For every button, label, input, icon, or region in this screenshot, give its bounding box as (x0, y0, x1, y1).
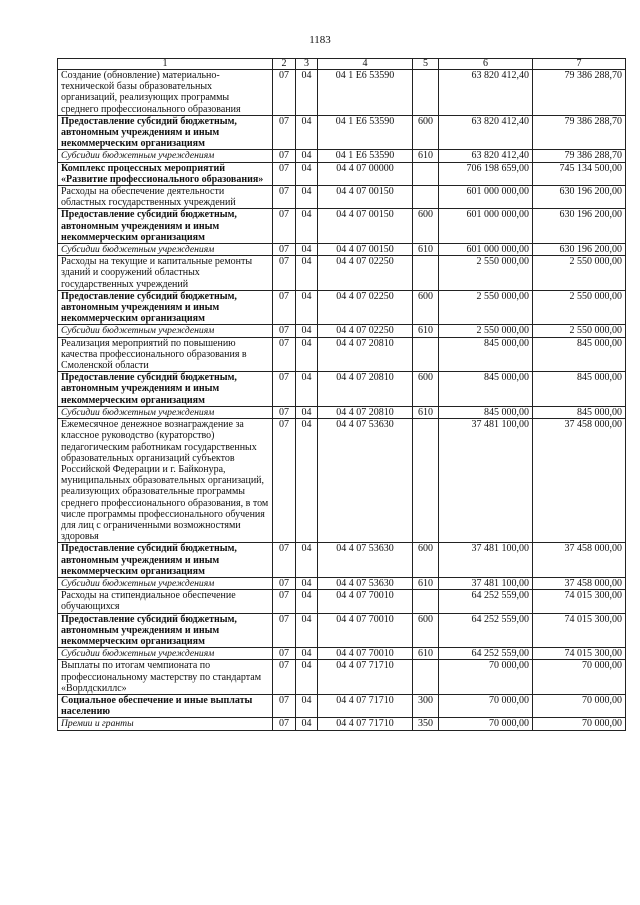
amount-year2-cell: 2 550 000,00 (533, 256, 626, 291)
table-row (58, 209, 626, 244)
table-row (58, 613, 626, 648)
table-row (58, 419, 626, 543)
amount-year2-cell: 630 196 200,00 (533, 209, 626, 244)
expense-name-cell: Субсидии бюджетным учреждениям (58, 577, 273, 589)
amount-year1-cell: 2 550 000,00 (439, 290, 533, 325)
section-code-cell: 07 (273, 590, 296, 613)
subsection-code-cell: 04 (296, 718, 318, 730)
budget-table (57, 58, 626, 731)
section-code-cell: 07 (273, 244, 296, 256)
amount-year2-cell: 2 550 000,00 (533, 325, 626, 337)
subsection-code-cell: 04 (296, 694, 318, 717)
table-row (58, 718, 626, 730)
section-code-cell: 07 (273, 186, 296, 209)
table-row (58, 590, 626, 613)
subsection-code-cell: 04 (296, 209, 318, 244)
target-article-cell: 04 4 07 02250 (318, 290, 413, 325)
section-code-cell: 07 (273, 150, 296, 162)
table-row (58, 543, 626, 578)
subsection-code-cell: 04 (296, 325, 318, 337)
target-article-cell: 04 4 07 20810 (318, 406, 413, 418)
expense-type-cell: 610 (413, 577, 439, 589)
amount-year2-cell: 74 015 300,00 (533, 613, 626, 648)
amount-year1-cell: 63 820 412,40 (439, 150, 533, 162)
amount-year2-cell: 845 000,00 (533, 337, 626, 372)
table-row (58, 115, 626, 150)
amount-year2-cell: 74 015 300,00 (533, 590, 626, 613)
subsection-code-cell: 04 (296, 290, 318, 325)
target-article-cell: 04 4 07 70010 (318, 590, 413, 613)
amount-year2-cell: 845 000,00 (533, 406, 626, 418)
subsection-code-cell: 04 (296, 406, 318, 418)
expense-name-cell: Расходы на стипендиальное обеспечение обучающихся (58, 590, 273, 613)
table-row (58, 150, 626, 162)
expense-type-cell: 600 (413, 613, 439, 648)
section-code-cell: 07 (273, 162, 296, 185)
subsection-code-cell: 04 (296, 70, 318, 116)
expense-name-cell: Субсидии бюджетным учреждениям (58, 150, 273, 162)
expense-type-cell: 600 (413, 290, 439, 325)
section-code-cell: 07 (273, 613, 296, 648)
section-code-cell: 07 (273, 660, 296, 695)
amount-year1-cell: 845 000,00 (439, 406, 533, 418)
expense-name-cell: Субсидии бюджетным учреждениям (58, 406, 273, 418)
subsection-code-cell: 04 (296, 543, 318, 578)
table-row (58, 256, 626, 291)
amount-year1-cell: 70 000,00 (439, 694, 533, 717)
subsection-code-cell: 04 (296, 256, 318, 291)
expense-type-cell (413, 419, 439, 543)
section-code-cell: 07 (273, 406, 296, 418)
table-row (58, 372, 626, 407)
expense-type-cell: 610 (413, 150, 439, 162)
subsection-code-cell: 04 (296, 419, 318, 543)
section-code-cell: 07 (273, 718, 296, 730)
amount-year2-cell: 2 550 000,00 (533, 290, 626, 325)
expense-name-cell: Социальное обеспечение и иные выплаты населению (58, 694, 273, 717)
target-article-cell: 04 4 07 00150 (318, 244, 413, 256)
target-article-cell: 04 4 07 71710 (318, 694, 413, 717)
amount-year2-cell: 745 134 500,00 (533, 162, 626, 185)
subsection-code-cell: 04 (296, 648, 318, 660)
expense-type-cell: 610 (413, 648, 439, 660)
target-article-cell: 04 4 07 70010 (318, 648, 413, 660)
subsection-code-cell: 04 (296, 115, 318, 150)
amount-year1-cell: 63 820 412,40 (439, 115, 533, 150)
section-code-cell: 07 (273, 543, 296, 578)
amount-year1-cell: 845 000,00 (439, 337, 533, 372)
column-header: 5 (413, 59, 439, 70)
expense-type-cell: 610 (413, 244, 439, 256)
section-code-cell: 07 (273, 115, 296, 150)
expense-name-cell: Предоставление субсидий бюджетным, автономным учреждениям и иным некоммерческим организациям (58, 613, 273, 648)
target-article-cell: 04 1 Е6 53590 (318, 150, 413, 162)
column-header: 2 (273, 59, 296, 70)
amount-year2-cell: 79 386 288,70 (533, 150, 626, 162)
expense-name-cell: Расходы на обеспечение деятельности областных государственных учреждений (58, 186, 273, 209)
expense-name-cell: Выплаты по итогам чемпионата по профессиональному мастерству по стандартам «Ворлдскиллс» (58, 660, 273, 695)
table-row (58, 162, 626, 185)
amount-year1-cell: 2 550 000,00 (439, 325, 533, 337)
expense-type-cell: 600 (413, 372, 439, 407)
amount-year2-cell: 79 386 288,70 (533, 115, 626, 150)
subsection-code-cell: 04 (296, 244, 318, 256)
amount-year1-cell: 64 252 559,00 (439, 648, 533, 660)
table-row (58, 290, 626, 325)
expense-type-cell (413, 162, 439, 185)
section-code-cell: 07 (273, 290, 296, 325)
column-header: 7 (533, 59, 626, 70)
amount-year1-cell: 64 252 559,00 (439, 613, 533, 648)
expense-name-cell: Реализация мероприятий по повышению качества профессионального образования в Смоленской области (58, 337, 273, 372)
section-code-cell: 07 (273, 577, 296, 589)
amount-year1-cell: 2 550 000,00 (439, 256, 533, 291)
amount-year2-cell: 630 196 200,00 (533, 244, 626, 256)
target-article-cell: 04 1 Е6 53590 (318, 115, 413, 150)
expense-name-cell: Субсидии бюджетным учреждениям (58, 648, 273, 660)
amount-year1-cell: 601 000 000,00 (439, 244, 533, 256)
section-code-cell: 07 (273, 372, 296, 407)
amount-year1-cell: 70 000,00 (439, 660, 533, 695)
expense-name-cell: Расходы на текущие и капитальные ремонты зданий и сооружений областных государственных учреждений (58, 256, 273, 291)
expense-name-cell: Субсидии бюджетным учреждениям (58, 325, 273, 337)
target-article-cell: 04 4 07 00150 (318, 186, 413, 209)
amount-year1-cell: 601 000 000,00 (439, 186, 533, 209)
target-article-cell: 04 4 07 00000 (318, 162, 413, 185)
expense-name-cell: Премии и гранты (58, 718, 273, 730)
amount-year2-cell: 70 000,00 (533, 660, 626, 695)
table-row (58, 406, 626, 418)
target-article-cell: 04 4 07 71710 (318, 660, 413, 695)
column-header: 3 (296, 59, 318, 70)
table-row (58, 325, 626, 337)
amount-year1-cell: 37 481 100,00 (439, 543, 533, 578)
amount-year2-cell: 70 000,00 (533, 718, 626, 730)
target-article-cell: 04 1 Е6 53590 (318, 70, 413, 116)
table-row (58, 648, 626, 660)
amount-year1-cell: 70 000,00 (439, 718, 533, 730)
amount-year2-cell: 74 015 300,00 (533, 648, 626, 660)
section-code-cell: 07 (273, 648, 296, 660)
amount-year2-cell: 845 000,00 (533, 372, 626, 407)
target-article-cell: 04 4 07 70010 (318, 613, 413, 648)
target-article-cell: 04 4 07 71710 (318, 718, 413, 730)
subsection-code-cell: 04 (296, 372, 318, 407)
column-header: 6 (439, 59, 533, 70)
expense-name-cell: Комплекс процессных мероприятий «Развитие профессионального образования» (58, 162, 273, 185)
expense-type-cell: 610 (413, 406, 439, 418)
expense-type-cell: 600 (413, 115, 439, 150)
amount-year1-cell: 64 252 559,00 (439, 590, 533, 613)
table-row (58, 70, 626, 116)
subsection-code-cell: 04 (296, 150, 318, 162)
amount-year1-cell: 601 000 000,00 (439, 209, 533, 244)
subsection-code-cell: 04 (296, 577, 318, 589)
section-code-cell: 07 (273, 694, 296, 717)
expense-name-cell: Предоставление субсидий бюджетным, автономным учреждениям и иным некоммерческим организациям (58, 543, 273, 578)
amount-year2-cell: 630 196 200,00 (533, 186, 626, 209)
table-row (58, 186, 626, 209)
amount-year1-cell: 706 198 659,00 (439, 162, 533, 185)
table-header-row (58, 59, 626, 70)
expense-type-cell (413, 337, 439, 372)
target-article-cell: 04 4 07 00150 (318, 209, 413, 244)
section-code-cell: 07 (273, 209, 296, 244)
section-code-cell: 07 (273, 70, 296, 116)
amount-year2-cell: 79 386 288,70 (533, 70, 626, 116)
section-code-cell: 07 (273, 337, 296, 372)
page-number: 1183 (309, 34, 331, 46)
subsection-code-cell: 04 (296, 590, 318, 613)
expense-name-cell: Предоставление субсидий бюджетным, автономным учреждениям и иным некоммерческим организациям (58, 209, 273, 244)
expense-name-cell: Субсидии бюджетным учреждениям (58, 244, 273, 256)
subsection-code-cell: 04 (296, 660, 318, 695)
target-article-cell: 04 4 07 53630 (318, 419, 413, 543)
target-article-cell: 04 4 07 20810 (318, 372, 413, 407)
table-row (58, 694, 626, 717)
amount-year1-cell: 63 820 412,40 (439, 70, 533, 116)
subsection-code-cell: 04 (296, 186, 318, 209)
expense-type-cell: 600 (413, 209, 439, 244)
expense-type-cell: 600 (413, 543, 439, 578)
table-row (58, 337, 626, 372)
expense-name-cell: Предоставление субсидий бюджетным, автономным учреждениям и иным некоммерческим организациям (58, 372, 273, 407)
expense-type-cell: 610 (413, 325, 439, 337)
table-row (58, 660, 626, 695)
expense-type-cell (413, 660, 439, 695)
subsection-code-cell: 04 (296, 162, 318, 185)
target-article-cell: 04 4 07 02250 (318, 256, 413, 291)
amount-year2-cell: 37 458 000,00 (533, 543, 626, 578)
table-row (58, 244, 626, 256)
expense-name-cell: Ежемесячное денежное вознаграждение за классное руководство (кураторство) педагогическим работникам государственных образовательных организаций субъектов Российской Федерации и г. Байконура, муниципальных образовательных организаций, реализующих образовательные программы среднего профессионального образования, в том числе программы профессионального обучения для лиц с ограниченными возможностями здоровья (58, 419, 273, 543)
expense-type-cell (413, 70, 439, 116)
amount-year2-cell: 70 000,00 (533, 694, 626, 717)
expense-type-cell (413, 186, 439, 209)
section-code-cell: 07 (273, 325, 296, 337)
amount-year1-cell: 845 000,00 (439, 372, 533, 407)
expense-name-cell: Создание (обновление) материально-технической базы образовательных организаций, реализующих программы среднего профессионального образования (58, 70, 273, 116)
column-header: 1 (58, 59, 273, 70)
amount-year2-cell: 37 458 000,00 (533, 577, 626, 589)
amount-year1-cell: 37 481 100,00 (439, 577, 533, 589)
expense-name-cell: Предоставление субсидий бюджетным, автономным учреждениям и иным некоммерческим организациям (58, 290, 273, 325)
expense-type-cell: 300 (413, 694, 439, 717)
section-code-cell: 07 (273, 419, 296, 543)
target-article-cell: 04 4 07 53630 (318, 543, 413, 578)
subsection-code-cell: 04 (296, 337, 318, 372)
expense-name-cell: Предоставление субсидий бюджетным, автономным учреждениям и иным некоммерческим организациям (58, 115, 273, 150)
section-code-cell: 07 (273, 256, 296, 291)
table-row (58, 577, 626, 589)
expense-type-cell (413, 590, 439, 613)
column-header: 4 (318, 59, 413, 70)
amount-year2-cell: 37 458 000,00 (533, 419, 626, 543)
target-article-cell: 04 4 07 20810 (318, 337, 413, 372)
target-article-cell: 04 4 07 53630 (318, 577, 413, 589)
expense-type-cell (413, 256, 439, 291)
subsection-code-cell: 04 (296, 613, 318, 648)
target-article-cell: 04 4 07 02250 (318, 325, 413, 337)
expense-type-cell: 350 (413, 718, 439, 730)
amount-year1-cell: 37 481 100,00 (439, 419, 533, 543)
